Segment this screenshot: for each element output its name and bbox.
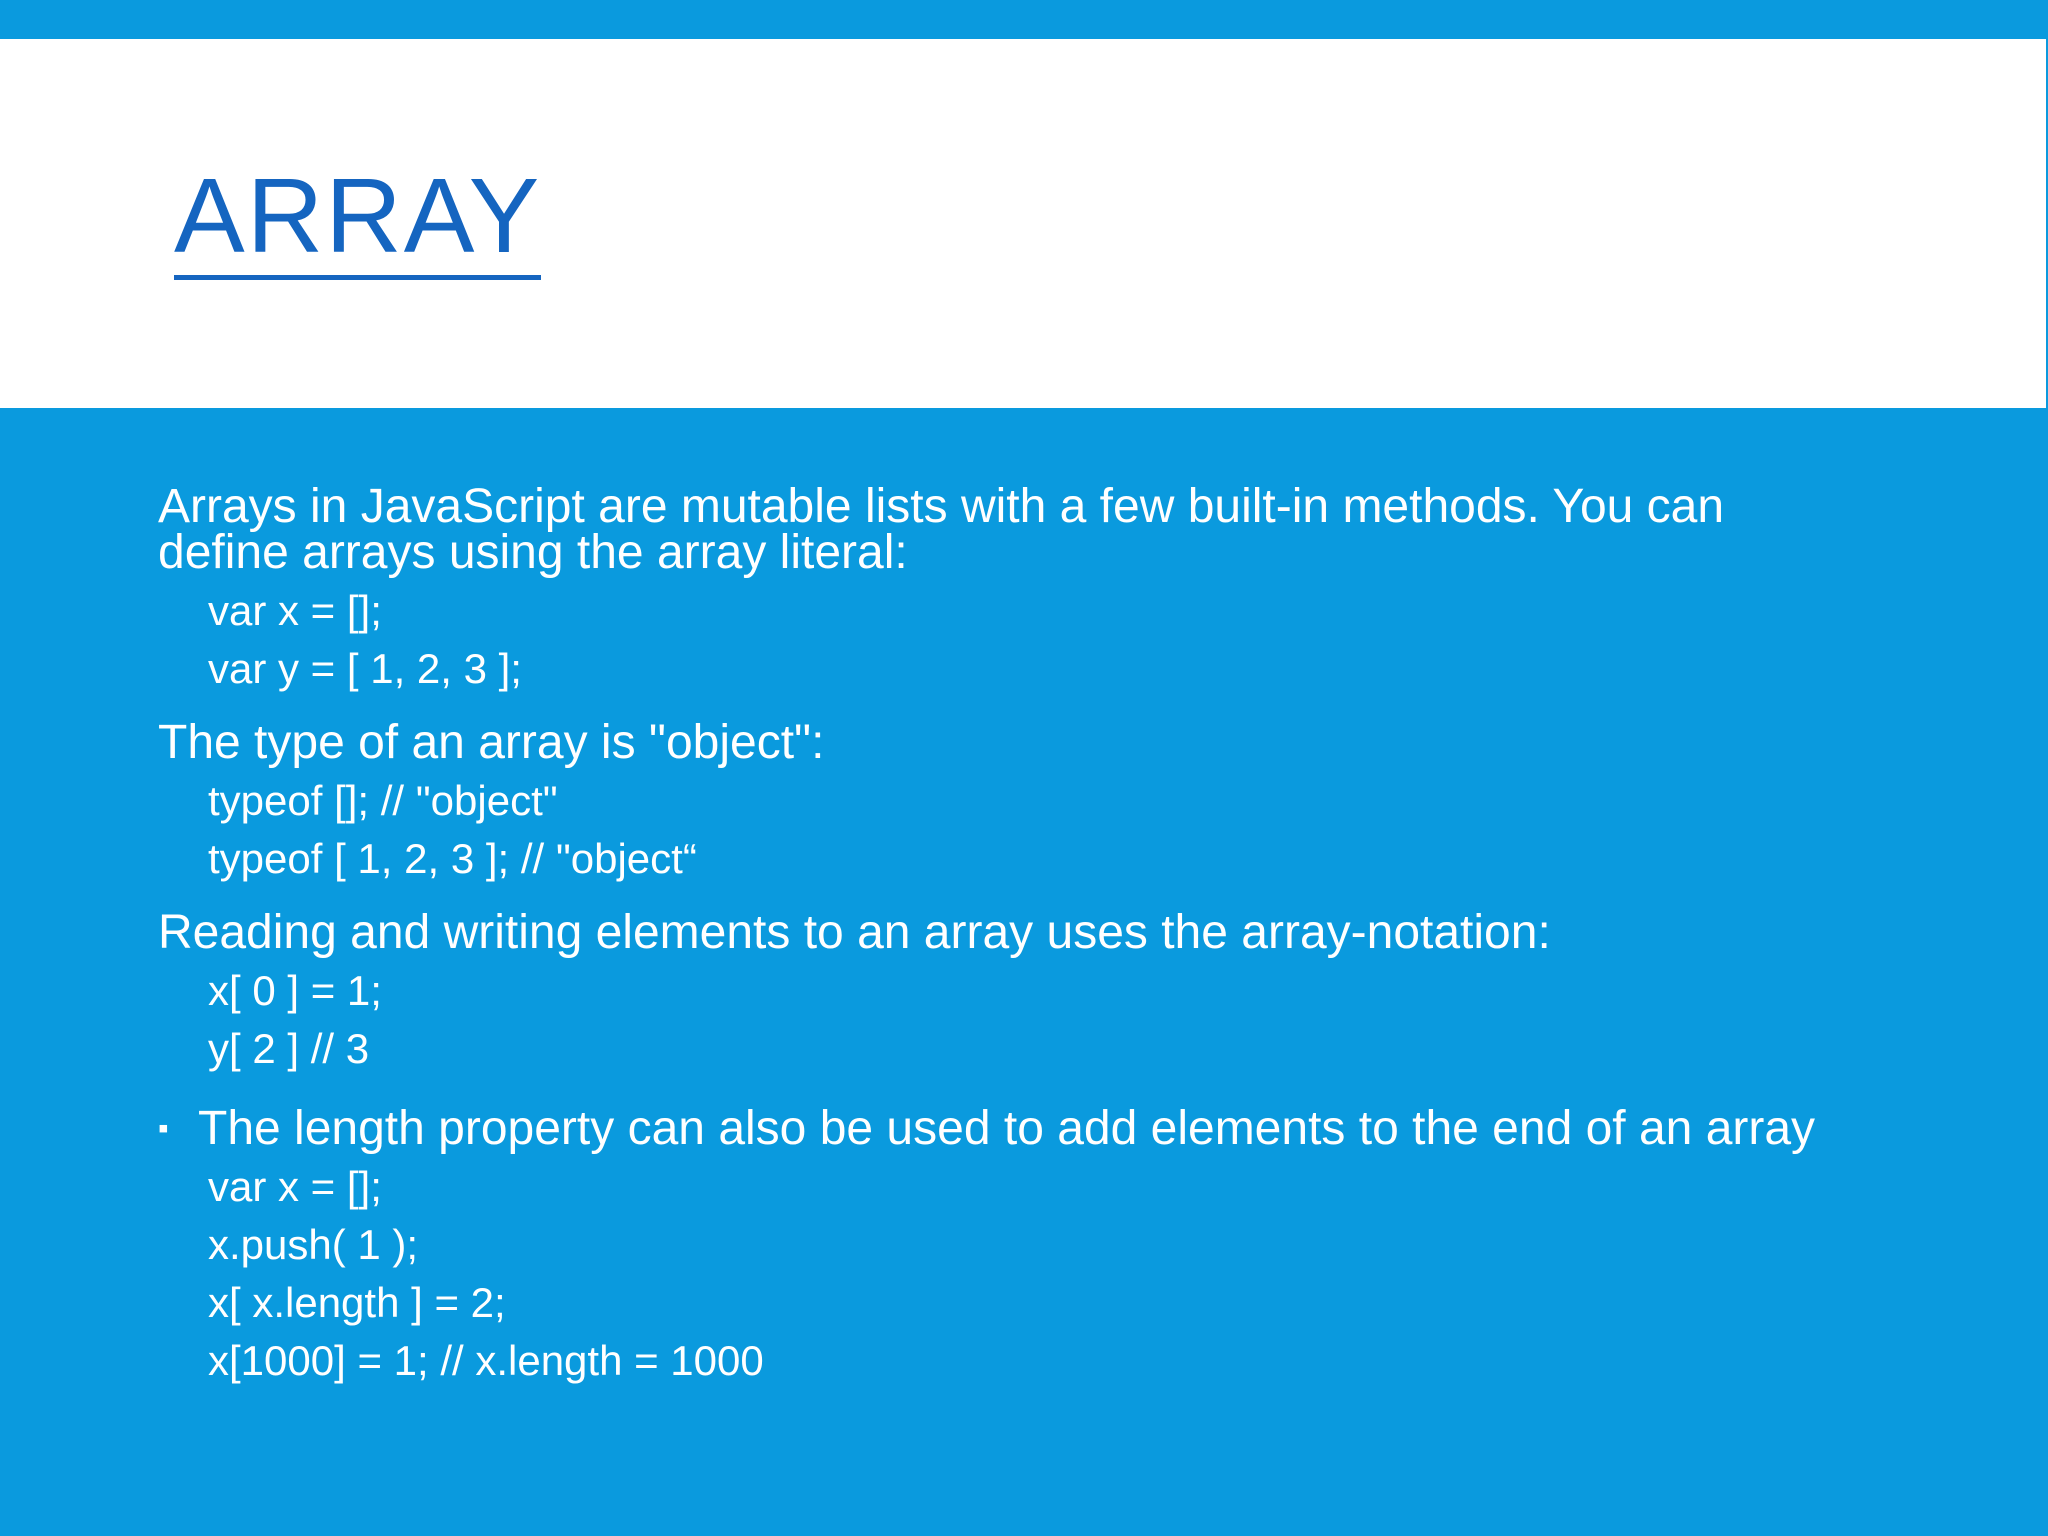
code-line: var y = [ 1, 2, 3 ]; [208,645,522,692]
intro-line-1: Arrays in JavaScript are mutable lists with a few built-in methods. You can [158,480,1725,533]
square-bullet-icon: ▪ [158,1112,169,1145]
code-line: typeof []; // "object" [208,777,558,824]
code-line: y[ 2 ] // 3 [208,1025,370,1072]
intro-text [158,480,1918,579]
slide-content [158,480,1918,1390]
length-text: The length property can also be used to add elements to the end of an array [198,1102,1816,1155]
code-line: x[ 0 ] = 1; [208,967,382,1014]
code-line: var x = []; [208,587,382,634]
typeof-block [158,716,1918,888]
code-line: x.push( 1 ); [208,1221,419,1268]
intro-block [158,480,1918,698]
slide-title: ARRAY [174,163,541,280]
typeof-text: The type of an array is "object": [158,716,825,769]
code-line: var x = []; [208,1163,382,1210]
code-line: x[ x.length ] = 2; [208,1279,506,1326]
bullet-item [158,1100,1918,1158]
readwrite-text: Reading and writing elements to an array uses the array-notation: [158,906,1551,959]
code-line: x[1000] = 1; // x.length = 1000 [208,1337,764,1384]
top-accent-bar [0,0,2048,39]
length-block [158,1100,1918,1390]
intro-line-2: define arrays using the array literal: [158,526,908,579]
readwrite-block [158,906,1918,1078]
code-line: typeof [ 1, 2, 3 ]; // "object“ [208,835,697,882]
